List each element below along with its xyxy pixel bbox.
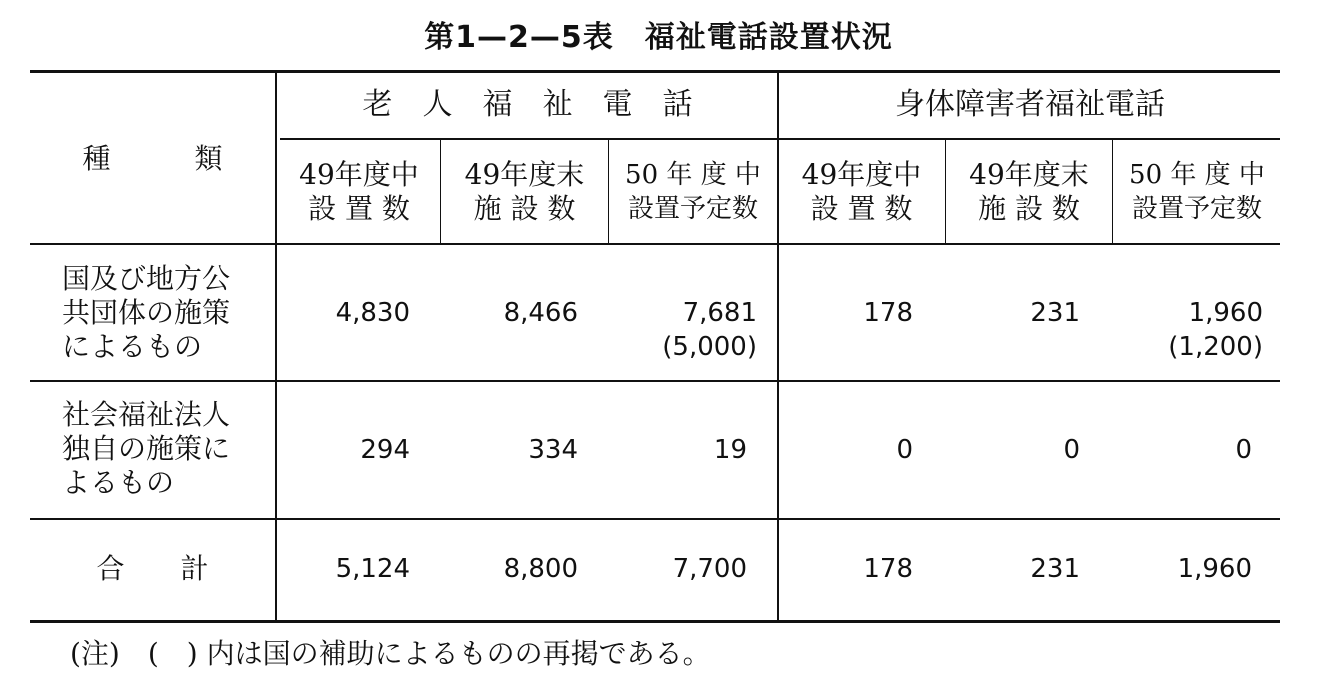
total-row-label: 合 計 bbox=[96, 552, 209, 585]
table-cell: 178 bbox=[863, 298, 913, 328]
label-column-divider bbox=[275, 72, 277, 621]
table-title: 第1—2—5表 福祉電話設置状況 bbox=[424, 20, 893, 55]
table-cell: 8,800 bbox=[503, 554, 578, 584]
table-cell: 231 bbox=[1030, 298, 1080, 328]
table-cell: 4,830 bbox=[335, 298, 410, 328]
table-cell: 7,681 (5,000) bbox=[662, 298, 757, 362]
table-row-label: 社会福祉法人 独自の施策に よるもの bbox=[62, 398, 231, 499]
table-cell: 231 bbox=[1030, 554, 1080, 584]
table-row-label: 国及び地方公 共団体の施策 によるもの bbox=[62, 262, 231, 363]
column-header: 49年度末 施 設 数 bbox=[464, 158, 585, 225]
table-cell: 1,960 bbox=[1177, 554, 1252, 584]
table-cell: 0 bbox=[896, 435, 913, 465]
column-header: 49年度中 設 置 数 bbox=[299, 158, 419, 225]
table-cell: 334 bbox=[528, 435, 578, 465]
table-cell: 0 bbox=[1235, 435, 1252, 465]
group-divider bbox=[777, 72, 779, 621]
column-header: 50 年 度 中 設置予定数 bbox=[625, 160, 761, 224]
row1-bottom-rule bbox=[30, 380, 1280, 382]
table-cell: 8,466 bbox=[503, 298, 578, 328]
row2-bottom-rule bbox=[30, 518, 1280, 520]
column-header: 49年度中 設 置 数 bbox=[801, 158, 922, 225]
column-divider bbox=[440, 139, 441, 245]
row-label-header: 種 類 bbox=[82, 142, 223, 175]
table-cell: 1,960 (1,200) bbox=[1168, 298, 1263, 362]
column-divider bbox=[945, 139, 946, 245]
table-cell: 19 bbox=[713, 435, 747, 465]
table-top-rule bbox=[30, 70, 1280, 73]
table-bottom-rule bbox=[30, 620, 1280, 623]
table-cell: 294 bbox=[360, 435, 410, 465]
table-cell: 7,700 bbox=[672, 554, 747, 584]
table-note: (注) ( ) 内は国の補助によるものの再掲である。 bbox=[70, 637, 711, 670]
column-header: 50 年 度 中 設置予定数 bbox=[1129, 160, 1265, 224]
column-header: 49年度末 施 設 数 bbox=[969, 158, 1089, 225]
group-header-rule bbox=[280, 138, 1280, 140]
group-header-disabled: 身体障害者福祉電話 bbox=[895, 87, 1165, 122]
table-cell: 0 bbox=[1063, 435, 1080, 465]
table-cell: 178 bbox=[863, 554, 913, 584]
header-bottom-rule bbox=[30, 243, 1280, 245]
group-header-elderly: 老 人 福 祉 電 話 bbox=[362, 87, 693, 122]
table-cell: 5,124 bbox=[335, 554, 410, 584]
